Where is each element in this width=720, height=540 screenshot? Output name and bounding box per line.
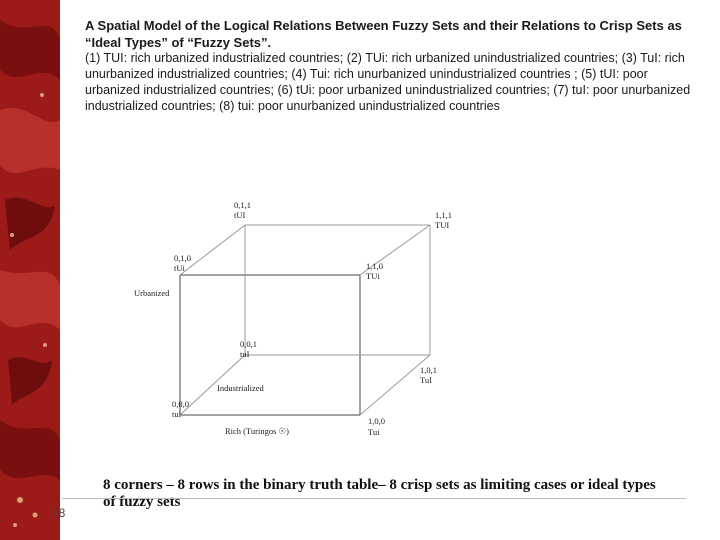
corner-code-001: 0,0,1 — [240, 339, 257, 349]
corner-code-011: 0,1,1 — [234, 200, 251, 210]
cube-diagram — [120, 195, 450, 445]
corner-code-111: 1,1,1 — [435, 210, 452, 220]
corner-name-110: TUi — [366, 271, 380, 281]
corner-name-100: Tui — [368, 427, 380, 437]
corner-code-000: 0,0,0 — [172, 399, 189, 409]
corner-name-010: tUi — [174, 263, 185, 273]
legend-caption: (1) TUI: rich urbanized industrialized countries; (2) TUi: rich urbanized unindustrialized countries; (3) TuI: rich unurbanized industrialized countries; (4) Tui: rich unurbanized unindustrialized countries ; (5) tUI: poor urbanized industrialized countries; (6) tUi: poor urbanized unindustrialized countries; (7) tuI: poor unurbanized industrialized countries; (8) tui: poor unurbanized unindustrialized countries — [85, 51, 691, 113]
corner-name-101: TuI — [420, 375, 432, 385]
corner-code-100: 1,0,0 — [368, 416, 385, 426]
axis-label-rich: Rich (Turingos ☉) — [225, 426, 289, 436]
corner-code-110: 1,1,0 — [366, 261, 383, 271]
decorative-sidebar — [0, 0, 60, 540]
corner-code-101: 1,0,1 — [420, 365, 437, 375]
corner-name-001: tuI — [240, 349, 250, 359]
corner-name-111: TUI — [435, 220, 450, 230]
slide-number: 38 — [52, 506, 66, 520]
corner-code-010: 0,1,0 — [174, 253, 191, 263]
axis-label-industrialized: Industrialized — [217, 383, 264, 393]
divider-line — [62, 498, 686, 499]
slide-title: A Spatial Model of the Logical Relations Between Fuzzy Sets and their Relations to Crisp Sets as “Ideal Types” of “Fuzzy Sets”. — [85, 18, 682, 50]
corner-name-011: tUI — [234, 210, 246, 220]
summary-text: 8 corners – 8 rows in the binary truth table– 8 crisp sets as limiting cases or ideal types of fuzzy sets — [103, 477, 656, 510]
axis-label-urbanized: Urbanized — [134, 288, 170, 298]
corner-name-000: tui — [172, 409, 181, 419]
